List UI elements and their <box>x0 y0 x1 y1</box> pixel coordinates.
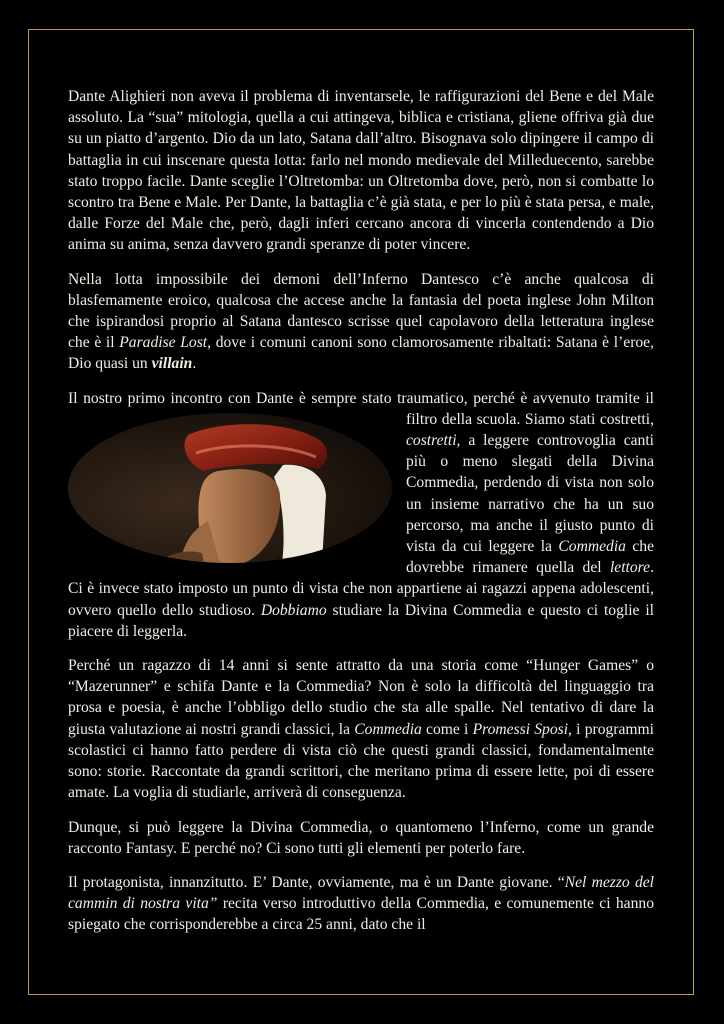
paragraph-1: Dante Alighieri non aveva il problema di inventarsele, le raffigurazioni del Bene e del Male assoluto. La “sua” mitologia, quella a cui attingeva, biblica e cristiana, gliene offriva già due su un piatto d’argento. Dio da un lato, Satana dall’altro. Bisognava solo dipingere il campo di battaglia in cui inscenare questa lotta: farlo nel mondo medievale del Milleduecento, sarebbe stato troppo facile. Dante sceglie l’Oltretomba: un Oltretomba dove, però, non si combatte lo scontro tra Bene e Male. Per Dante, la battaglia c’è già stata, e per lo più è stata persa, e male, dalle Forze del Male che, però, dagli inferi cercano ancora di vincerla contendendo a Dio anima su anima, senza davvero grandi speranze di poter vincere. <box>68 88 654 254</box>
paragraph-4: Perché un ragazzo di 14 anni si sente attratto da una storia come “Hunger Games” o “Mazerunner” e schifa Dante e la Commedia? Non è solo la difficoltà del linguaggio tra prosa e poesia, è anche l’obbligo dello studio che sta alle spalle. Nel tentativo di dare la giusta valutazione ai nostri grandi classici, la Commedia come i Promessi Sposi, i programmi scolastici ci hanno fatto perdere di vista ciò che questi grandi classici, fondamentalmente sono: storie. Raccontate da grandi scrittori, che meritano prima di essere lette, poi di essere amate. La voglia di studiarle, arriverà di conseguenza. <box>68 657 654 802</box>
paragraph-2: Nella lotta impossibile dei demoni dell’Inferno Dantesco c’è anche qualcosa di blasfemamente eroico, qualcosa che accese anche la fantasia del poeta inglese John Milton che ispirandosi proprio al Satana dantesco scrisse quel capolavoro della letteratura inglese che è il Paradise Lost, dove i comuni canoni sono clamorosamente ribaltati: Satana è l’eroe, Dio quasi un villain. <box>68 270 655 373</box>
dante-portrait-image <box>68 413 392 563</box>
title-paradise-lost: Paradise Lost <box>119 334 208 352</box>
paragraph-5: Dunque, si può leggere la Divina Commedia, o quantomeno l’Inferno, come un grande racconto Fantasy. E perché no? Ci sono tutti gli elementi per poterlo fare. <box>68 818 654 857</box>
dante-portrait <box>68 413 392 563</box>
article-body <box>68 86 654 949</box>
paragraph-3: Il nostro primo incontro con Dante è sempre stato traumatico, perché è avvenuto tramite il filtro della scuola. Siamo stati costretti, costretti, a leggere controvoglia canti più o meno slegati della Divina Commedia, perdendo di vista non solo un insieme narrativo che ha un suo percorso, ma anche il giusto punto di vista da cui leggere la Commedia che dovrebbe rimanere quella del lettore. Ci è invece stato imposto un punto di vista che non appartiene ai ragazzi appena adolescenti, ovvero quello dello studioso. Dobbiamo studiare la Divina Commedia e questo ci toglie il piacere di leggerla. <box>68 389 654 640</box>
paragraph-6: Il protagonista, innanzitutto. E’ Dante, ovviamente, ma è un Dante giovane. “Nel mezzo del cammin di nostra vita” recita verso introduttivo della Commedia, e comunemente ci hanno spiegato che corrisponderebbe a circa 25 anni, dato che il <box>68 873 654 934</box>
word-villain: villain <box>151 355 193 373</box>
